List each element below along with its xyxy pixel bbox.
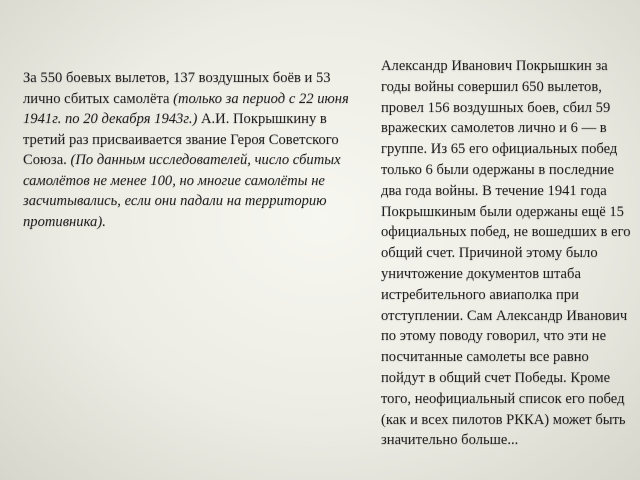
left-italic-part-2: (По данным исследователей, число сбитых самолётов не менее 100, но многие самолёты не засчитывались, если они падали на территорию противника). <box>23 152 341 230</box>
left-italic-part-1: (только за период с 22 июня 1941г. по 20 декабря 1943г.) <box>23 90 349 127</box>
left-text-block <box>23 68 363 232</box>
right-text-block: Александр Иванович Покрышкин за годы войны совершил 650 вылетов, провел 156 воздушных боев, сбил 59 вражеских самолетов лично и 6 — в группе. Из 65 его официальных побед только 6 были одержаны в последние два года войны. В течение 1941 года Покрышкиным были одержаны ещё 15 официальных побед, не вошедших в его общий счет. Причиной этому было уничтожение документов штаба истребительного авиаполка при отступлении. Сам Александр Иванович по этому поводу говорил, что эти не посчитанные самолеты все равно пойдут в общий счет Победы. Кроме того, неофициальный список его побед (как и всех пилотов РККА) может быть значительно больше... <box>381 58 631 449</box>
left-text-part-1: За 550 боевых вылетов, 137 воздушных боёв и 53 лично сбитых самолёта <box>23 70 331 107</box>
left-text-part-2: А.И. Покрышкину в третий раз присваивается звание Героя Советского Союза. <box>23 111 339 168</box>
